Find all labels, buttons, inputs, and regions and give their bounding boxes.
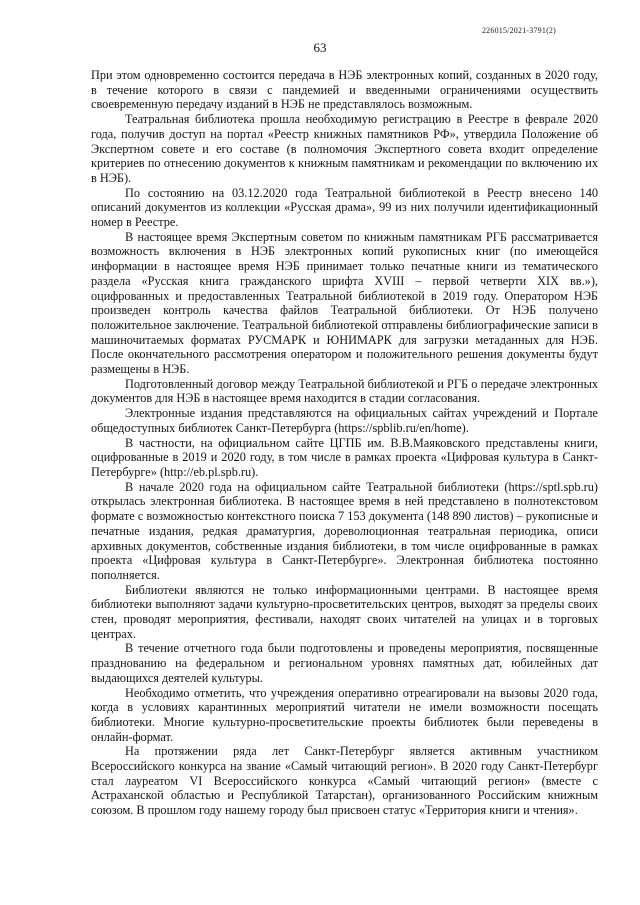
paragraph-cultural-centers: Библиотеки являются не только информационными центрами. В настоящее время библиотеки выполняют задачи культурно-просветительских центров, выходят за пределы своих стен, проводят мероприятия, фестивали, находят своих читателей на улицах и в торговых центрах. (91, 582, 598, 641)
paragraph-registry-status: По состоянию на 03.12.2020 года Театральной библиотекой в Реестр внесено 140 описаний документов из коллекции «Русская драма», 99 из них получили идентификационный номер в Реестре. (91, 185, 598, 230)
paragraph-theatre-library-registry: Театральная библиотека прошла необходимую регистрацию в Реестре в феврале 2020 года, получив доступ на портал «Реестр книжных памятников РФ», утвердила Положение об Экспертном совете и его составе (в полномочия Экспертного совета входит определение критериев по отнесению документов к книжным памятникам и рекомендации по включению их в НЭБ). (91, 112, 598, 185)
paragraph-online-format: Необходимо отметить, что учреждения оперативно отреагировали на вызовы 2020 года, когда в условиях карантинных мероприятий читатели не имели возможности посещать библиотеки. Многие культурно-просветительские проекты библиотек были переведены в онлайн-формат. (91, 685, 598, 744)
paragraph-electronic-library: В начале 2020 года на официальном сайте Театральной библиотеки (https://sptl.spb.ru) открылась электронная библиотека. В настоящее время в ней представлено в полнотекстовом формате с возможностью контекстного поиска 7 153 документа (148 890 листов) – рукописные и печатные издания, редкая драматургия, дореволюционная театральная периодика, описи архивных документов, собственные издания библиотеки, в том числе оцифрованные в рамках проекта «Цифровая культура в Санкт-Петербурге». Электронная библиотека постоянно пополняется. (91, 479, 598, 582)
paragraph-agreement: Подготовленный договор между Театральной библиотекой и РГБ о передаче электронных документов для НЭБ в настоящее время находится в стадии согласования. (91, 376, 598, 406)
paragraph-events: В течение отчетного года были подготовлены и проведены мероприятия, посвященные празднованию на федеральном и региональном уровнях памятных дат, юбилейных дат выдающихся деятелей культуры. (91, 641, 598, 685)
paragraph-reading-region-contest: На протяжении ряда лет Санкт-Петербург является активным участником Всероссийского конкурса на звание «Самый читающий регион». В 2020 году Санкт-Петербург стал лауреатом VI Всероссийского конкурса «Самый читающий регион» (вместе с Астраханской областью и Республикой Татарстан), организованного Российским книжным союзом. В прошлом году нашему городу был присвоен статус «Территория книги и чтения». (91, 744, 598, 818)
paragraph-electronic-editions: Электронные издания представляются на официальных сайтах учреждений и Портале общедоступных библиотек Санкт-Петербурга (https://spblib.ru/en/home). (91, 406, 598, 435)
paragraph-continuation: При этом одновременно состоится передача в НЭБ электронных копий, созданных в 2020 году, в течение которого в связи с пандемией и введенными ограничениями осуществить своевременную передачу изданий в НЭБ не представлялось возможным. (91, 68, 598, 112)
document-body (91, 68, 598, 818)
paragraph-expert-council: В настоящее время Экспертным советом по книжным памятникам РГБ рассматривается возможность включения в НЭБ электронных копий рукописных книг (по имеющейся информации в настоящее время НЭБ принимает только печатные книги из тематического раздела «Русская книга гражданского шрифта XVIII – первой четверти XIX вв.»), оцифрованных и предоставленных Театральной библиотекой в 2019 году. Оператором НЭБ произведен контроль качества файлов Театральной библиотеки. От НЭБ получено положительное заключение. Театральной библиотекой отправлены библиографические записи в машиночитаемых форматах РУСМАРК и ЮНИМАРК для загрузки метаданных для НЭБ. После окончательного рассмотрения оператором и положительного решения документы будут размещены в НЭБ. (91, 229, 598, 377)
paragraph-mayakovsky-library: В частности, на официальном сайте ЦГПБ им. В.В.Маяковского представлены книги, оцифрованные в 2019 и 2020 году, в том числе в рамках проекта «Цифровая культура в Санкт-Петербурге» (http://eb.pl.spb.ru). (91, 435, 598, 479)
page-number: 63 (313, 40, 327, 55)
document-registration-number: 226015/2021-3791(2) (481, 26, 556, 35)
